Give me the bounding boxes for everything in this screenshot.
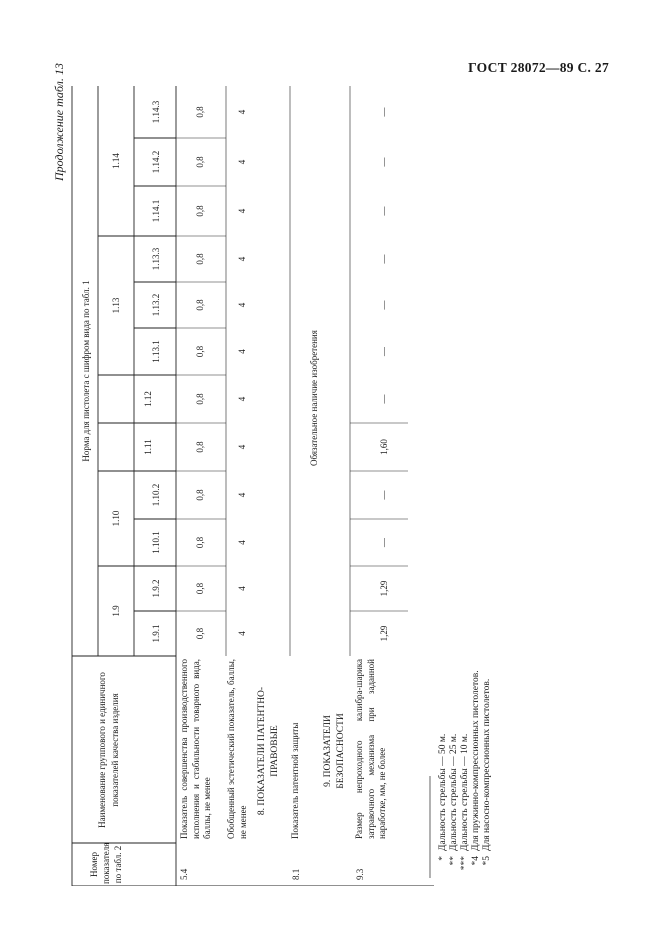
- continuation-label: Продолжение табл. 13: [52, 63, 66, 181]
- row-5-4-val-b: 4: [237, 349, 247, 354]
- row-5-4-val-a: 0,8: [195, 299, 205, 311]
- row-9-3-val: 1,29: [379, 625, 389, 642]
- footnote-text: Дальность стрельбы — 25 м.: [449, 733, 459, 851]
- row-5-4-val-a: 0,8: [195, 627, 205, 640]
- row-9-3-val: —: [379, 157, 389, 167]
- row-8-1-span-text: Обязательное наличие изобретения: [309, 330, 319, 466]
- footnote: [482, 679, 493, 876]
- footnote: [449, 734, 460, 876]
- row-9-3-val: —: [379, 394, 389, 404]
- row-9-3-number: 9.3: [355, 868, 365, 880]
- footnote-mark: *4: [471, 856, 481, 866]
- row-5-4-val-b: 4: [237, 540, 247, 545]
- row-5-4-val-a: 0,8: [195, 205, 205, 217]
- row-5-4-val-a: 0,8: [195, 345, 205, 358]
- footnote-text: Для насосно-компрессионных пистолетов.: [482, 678, 492, 851]
- group-1-14: 1.14: [111, 153, 121, 169]
- col-header-norm: Норма для пистолета с шифром вида по табл. 1: [81, 280, 91, 462]
- group-1-12: 1.12: [143, 391, 153, 407]
- subcode-1-10-2: 1.10.2: [151, 483, 161, 507]
- row-5-4-val-b: 4: [237, 396, 247, 402]
- row-9-3-val: 1,29: [379, 580, 389, 597]
- row-5-4-val-b: 4: [237, 444, 247, 450]
- row-5-4-val-b: 4: [237, 159, 247, 165]
- subcode-1-13-2: 1.13.2: [151, 293, 161, 317]
- row-9-3-val: —: [379, 538, 389, 547]
- page-header: ГОСТ 28072—89 С. 27: [468, 60, 609, 75]
- row-9-3-val: —: [379, 107, 389, 117]
- footnote-mark: *: [438, 856, 448, 861]
- row-9-3-val: 1,60: [379, 439, 389, 455]
- row-9-3-val: —: [379, 347, 389, 356]
- subcode-1-14-3: 1.14.3: [151, 100, 161, 124]
- row-5-4-val-b: 4: [237, 208, 247, 214]
- row-5-4-val-b: 4: [237, 492, 247, 498]
- group-1-11: 1.11: [143, 439, 153, 455]
- subcode-1-10-1: 1.10.1: [151, 531, 161, 554]
- subcode-1-9-1: 1.9.1: [151, 624, 161, 643]
- row-5-4-val-b: 4: [237, 256, 247, 262]
- col-header-number: Номер показателя по табл. 2: [89, 842, 123, 884]
- footnote-mark: ***: [460, 856, 470, 871]
- row-5-4-val-b: 4: [237, 302, 247, 308]
- row-9-3-val: —: [379, 300, 389, 310]
- group-1-9: 1.9: [111, 605, 121, 617]
- footnote-text: Для пружинно-компрессионных пистолетов.: [471, 670, 481, 851]
- row-8-1-number: 8.1: [291, 868, 301, 880]
- row-5-4-val-a: 0,8: [195, 489, 205, 501]
- row-5-4-val-a: 0,8: [195, 536, 205, 549]
- row-5-4-val-b: 4: [237, 631, 247, 636]
- row-9-3-val: —: [379, 490, 389, 500]
- row-5-4-val-a: 0,8: [195, 106, 205, 118]
- row-5-4-val-a: 0,8: [195, 441, 205, 453]
- row-5-4-val-a: 0,8: [195, 582, 205, 595]
- footnote-text: Дальность стрельбы — 10 м.: [460, 733, 470, 851]
- subcode-1-13-3: 1.13.3: [151, 247, 161, 271]
- section-heading-safety: 9. ПОКАЗАТЕЛИ БЕЗОПАСНОСТИ: [323, 713, 346, 789]
- row-5-4-name-b: Обобщенный эстетический показатель, баллы, не менее: [226, 659, 248, 839]
- row-9-3-name: Размер непроходного калибра-шарика затравочного механизма при заданной наработке, мм, не более: [354, 659, 387, 839]
- footnote-mark: *5: [482, 856, 492, 866]
- footnote: [460, 734, 471, 876]
- group-1-13: 1.13: [111, 297, 121, 314]
- row-5-4-name-a: Показатель совершенства производственного исполнения и стабильности товарного вида, баллы, не менее: [179, 659, 212, 839]
- row-5-4-val-a: 0,8: [195, 253, 205, 265]
- group-1-10: 1.10: [111, 510, 121, 527]
- footnote-text: Дальность стрельбы — 50 м.: [438, 733, 448, 851]
- row-5-4-val-a: 0,8: [195, 393, 205, 405]
- row-9-3-val: —: [379, 206, 389, 216]
- footnote: [471, 670, 482, 876]
- section-heading-patent: 8. ПОКАЗАТЕЛИ ПАТЕНТНО-ПРАВОВЫЕ: [257, 686, 280, 816]
- footnote: [438, 734, 449, 876]
- row-9-3-val: —: [379, 254, 389, 264]
- row-5-4-number: 5.4: [179, 868, 189, 880]
- row-8-1-name: Показатель патентной защиты: [290, 722, 300, 839]
- subcode-1-9-2: 1.9.2: [151, 579, 161, 598]
- col-header-name: Наименование группового и единичного показателей качества изделия: [97, 672, 120, 828]
- row-5-4-val-b: 4: [237, 586, 247, 591]
- subcode-1-13-1: 1.13.1: [151, 340, 161, 363]
- footnote-mark: **: [449, 856, 459, 866]
- subcode-1-14-2: 1.14.2: [151, 150, 161, 174]
- row-5-4-val-a: 0,8: [195, 156, 205, 168]
- row-5-4-val-b: 4: [237, 109, 247, 115]
- subcode-1-14-1: 1.14.1: [151, 199, 161, 223]
